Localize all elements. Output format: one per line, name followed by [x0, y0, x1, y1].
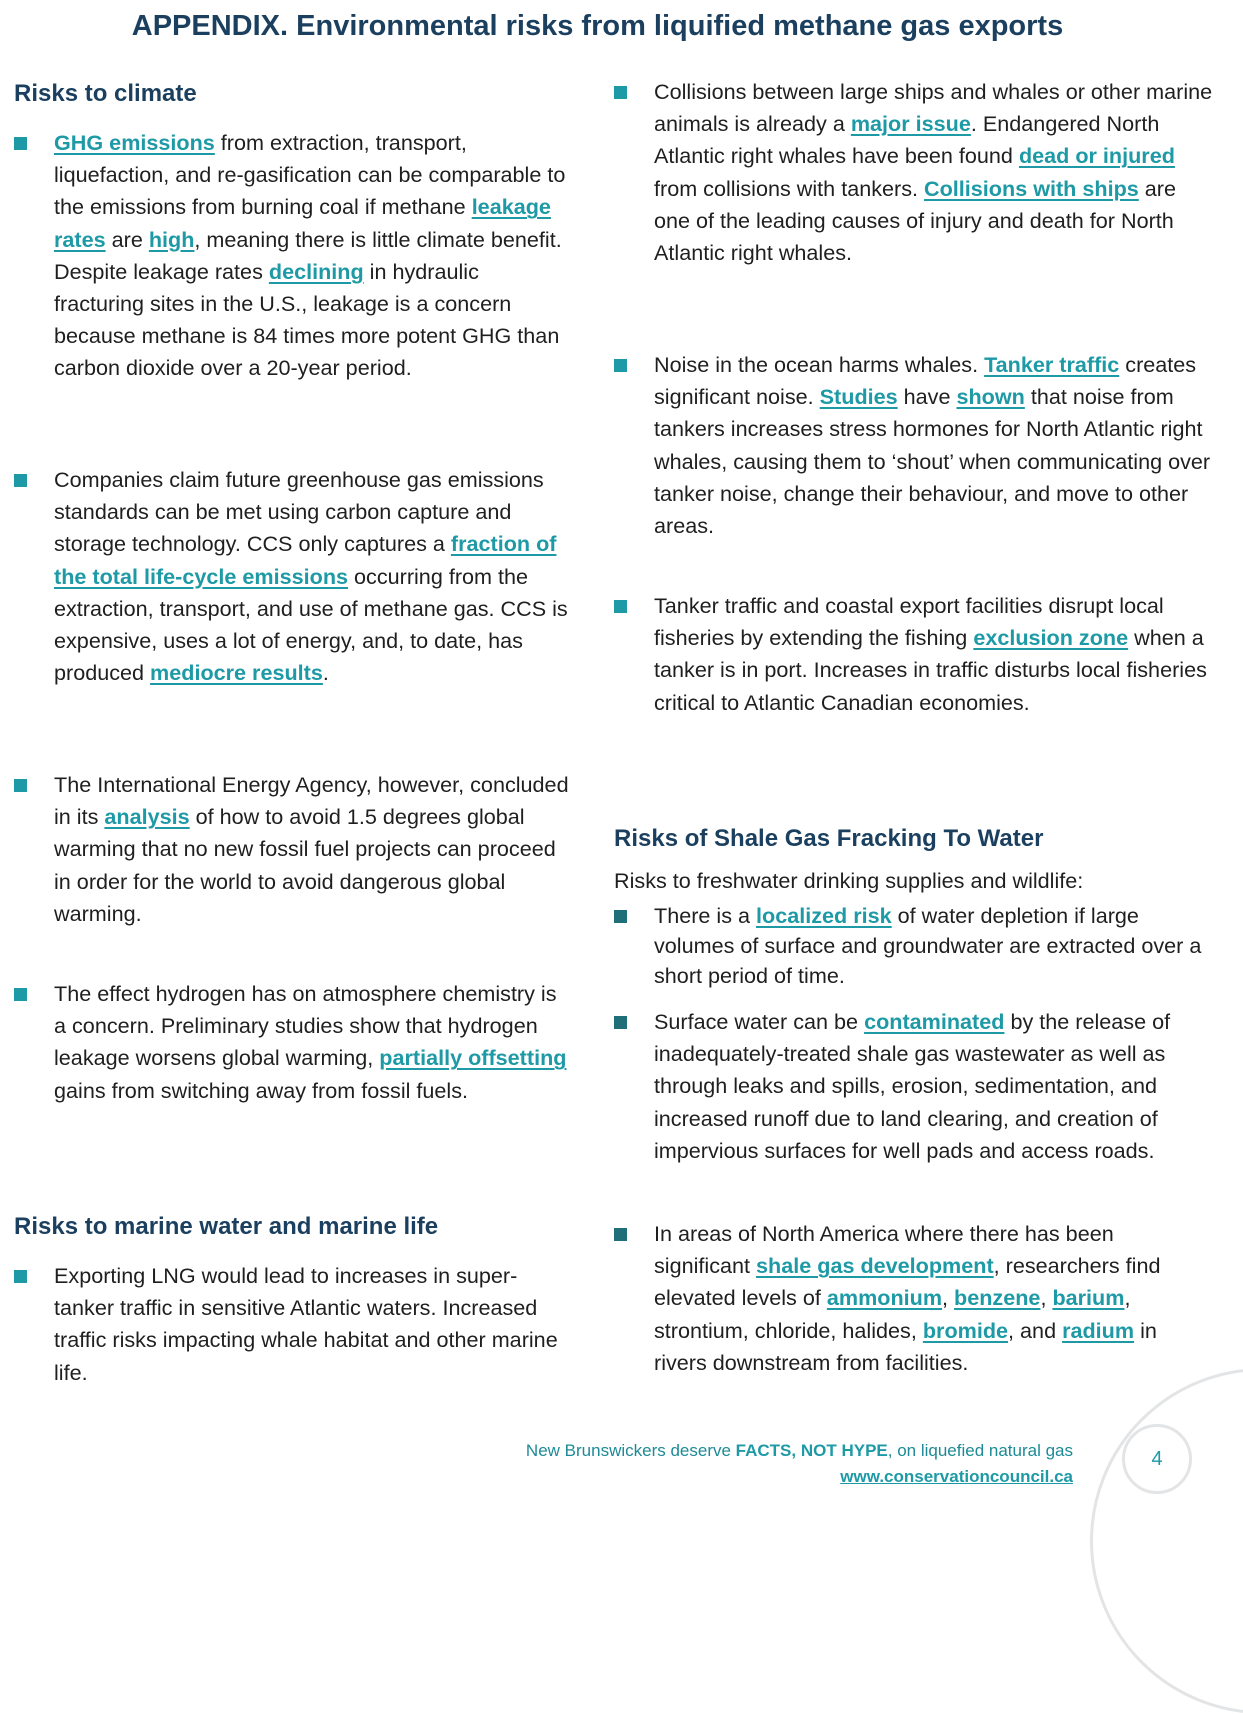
list-item [14, 464, 569, 689]
list-item [614, 1006, 1214, 1167]
inline-link[interactable]: shown [956, 384, 1025, 410]
square-bullet-icon [614, 600, 627, 613]
inline-link[interactable]: Studies [819, 384, 898, 410]
text-run: gains from switching away from fossil fuels. [54, 1077, 469, 1103]
square-bullet-icon [614, 86, 627, 99]
footer-tagline-post: , on liquefied natural gas [887, 1441, 1073, 1460]
inline-link[interactable]: ammonium [826, 1285, 943, 1311]
text-run: , strontium, chloride, halides, [654, 1285, 1131, 1343]
text-run: by the release of inadequately-treated shale gas wastewater as well as through leaks and spills, erosion, sedimentation, and increased runoff due to land clearing, and creation of impervious surfaces for well pads and access roads. [654, 1009, 1171, 1163]
text-run: The effect hydrogen has on atmosphere chemistry is a concern. Preliminary studies show that hydrogen leakage worsens global warming, [54, 981, 557, 1071]
text-run: from extraction, transport, liquefaction, and re-gasification can be comparable to the emissions from burning coal if methane [54, 130, 566, 220]
list-item [614, 590, 1214, 719]
list-item-text [54, 464, 569, 689]
list-item [14, 127, 569, 385]
square-bullet-icon [14, 988, 27, 1001]
inline-link[interactable]: dead or injured [1018, 143, 1175, 169]
text-run: are one of the leading causes of injury and death for North Atlantic right whales. [654, 175, 1176, 266]
inline-link[interactable]: radium [1062, 1317, 1135, 1343]
text-run: of water depletion if large volumes of surface and groundwater are extracted over a short period of time. [654, 903, 1202, 988]
list-item-text [654, 1218, 1214, 1379]
text-run: that noise from tankers increases stress hormones for North Atlantic right whales, causing them to ‘shout’ when communicating over tanker noise, change their behaviour, and move to other areas. [654, 384, 1211, 539]
list-item [614, 349, 1214, 542]
text-run: Tanker traffic and coastal export facilities disrupt local fisheries by extending the fishing [654, 593, 1164, 651]
text-run: when a tanker is in port. Increases in traffic disturbs local fisheries critical to Atlantic Canadian economies. [654, 625, 1207, 715]
square-bullet-icon [14, 137, 27, 150]
text-run: , and [1008, 1317, 1063, 1343]
inline-link[interactable]: shale gas development [756, 1253, 994, 1279]
list-item-text [654, 76, 1214, 269]
inline-link[interactable]: analysis [104, 804, 190, 830]
inline-link[interactable]: benzene [954, 1285, 1041, 1311]
list-item [614, 76, 1214, 269]
decorative-circle [1090, 1368, 1243, 1714]
list-item-text [54, 769, 569, 930]
fracking-heading: Risks of Shale Gas Fracking To Water [614, 825, 1044, 852]
text-run: of how to avoid 1.5 degrees global warming that no new fossil fuel projects can proceed in order for the world to avoid dangerous global warming. [54, 804, 556, 926]
inline-link[interactable]: Tanker traffic [984, 352, 1120, 377]
text-run: Exporting LNG would lead to increases in super-tanker traffic in sensitive Atlantic waters. Increased traffic risks impacting whale habitat and other marine life. [54, 1263, 558, 1385]
footer-website-link[interactable]: www.conservationcouncil.ca [840, 1467, 1073, 1486]
list-item-text [654, 901, 1214, 991]
inline-link[interactable]: bromide [922, 1317, 1009, 1343]
list-item-text [54, 978, 569, 1107]
fracking-intro: Risks to freshwater drinking supplies and wildlife: [614, 868, 1084, 893]
text-run: Companies claim future greenhouse gas emissions standards can be met using carbon capture and storage technology. CCS only captures a [54, 467, 544, 557]
inline-link[interactable]: high [148, 226, 195, 252]
inline-link[interactable]: GHG emissions [54, 130, 215, 155]
text-run: . [322, 660, 329, 686]
text-run: Collisions between large ships and whales or other marine animals is already a [654, 79, 1213, 137]
text-run: , meaning there is little climate benefit. Despite leakage rates [54, 226, 562, 284]
list-item [14, 1260, 569, 1389]
square-bullet-icon [14, 1270, 27, 1283]
list-item-text [54, 127, 569, 385]
text-run: from collisions with tankers. [654, 175, 925, 201]
inline-link[interactable]: contaminated [864, 1009, 1005, 1034]
footer-tagline-pre: New Brunswickers deserve [525, 1441, 736, 1460]
inline-link[interactable]: fraction of the total life-cycle emissions [54, 531, 557, 589]
text-run: In areas of North America where there has been significant [654, 1221, 1114, 1279]
inline-link[interactable]: partially offsetting [379, 1045, 567, 1071]
text-run: in hydraulic fracturing sites in the U.S., leakage is a concern because methane is 84 times more potent GHG than carbon dioxide over a 20-year period. [54, 258, 560, 381]
footer [526, 1438, 1073, 1490]
list-item [614, 901, 1214, 991]
text-run: , researchers find elevated levels of [654, 1253, 1161, 1311]
list-item-text [654, 1006, 1214, 1167]
text-run: There is a [654, 903, 757, 928]
page-title: APPENDIX. Environmental risks from liquified methane gas exports [131, 10, 1064, 42]
text-run: The International Energy Agency, however, concluded in its [54, 772, 569, 830]
text-run: are [105, 226, 149, 252]
square-bullet-icon [614, 910, 627, 923]
list-item-text [654, 349, 1214, 542]
square-bullet-icon [614, 1016, 627, 1029]
inline-link[interactable]: Collisions with ships [924, 175, 1139, 201]
inline-link[interactable]: exclusion zone [973, 625, 1129, 651]
square-bullet-icon [14, 474, 27, 487]
inline-link[interactable]: leakage rates [54, 194, 551, 252]
text-run: occurring from the extraction, transport, and use of methane gas. CCS is expensive, uses a lot of energy, and, to date, has produced [54, 563, 568, 686]
text-run: have [897, 384, 957, 410]
text-run: , [1040, 1285, 1053, 1311]
text-run: . Endangered North Atlantic right whales have been found [654, 111, 1160, 169]
text-run: creates significant noise. [654, 352, 1197, 410]
text-run: in rivers downstream from facilities. [654, 1317, 1157, 1375]
list-item-text [654, 590, 1214, 719]
list-item [614, 1218, 1214, 1379]
page-number: 4 [1122, 1424, 1192, 1494]
inline-link[interactable]: barium [1052, 1285, 1125, 1311]
list-item [14, 769, 569, 930]
text-run: Noise in the ocean harms whales. [654, 352, 985, 377]
text-run: , [942, 1285, 955, 1311]
inline-link[interactable]: declining [268, 258, 364, 284]
square-bullet-icon [614, 1228, 627, 1241]
inline-link[interactable]: mediocre results [150, 660, 323, 686]
square-bullet-icon [614, 359, 627, 372]
footer-tagline [526, 1438, 1073, 1464]
list-item [14, 978, 569, 1107]
square-bullet-icon [14, 779, 27, 792]
text-run: Surface water can be [654, 1009, 865, 1034]
marine-heading: Risks to marine water and marine life [14, 1213, 439, 1240]
climate-heading: Risks to climate [14, 80, 197, 107]
list-item-text [54, 1260, 569, 1389]
footer-tagline-bold: FACTS, NOT HYPE [735, 1441, 888, 1460]
inline-link[interactable]: major issue [850, 111, 971, 137]
inline-link[interactable]: localized risk [756, 903, 892, 928]
